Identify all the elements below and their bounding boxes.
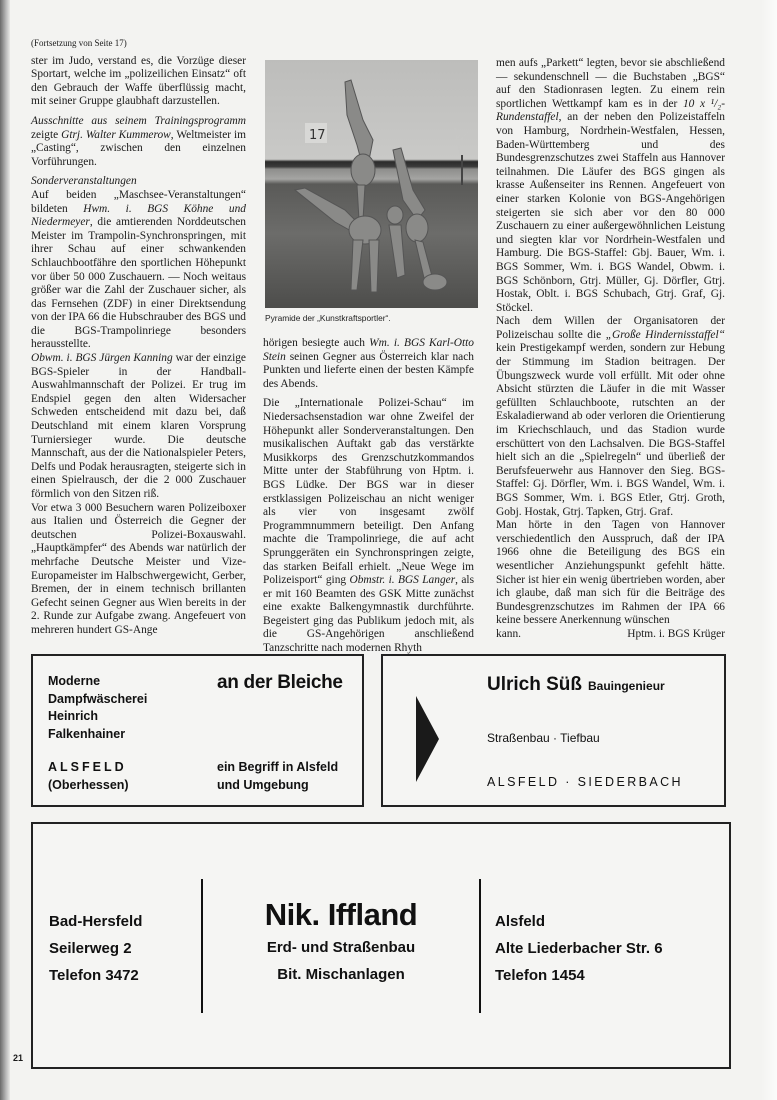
- page-number: 21: [13, 1053, 24, 1063]
- triangle-arrow-icon: [416, 696, 439, 782]
- ad-dampfwaescherei-bleiche: [31, 654, 364, 807]
- paragraph: Ausschnitte aus seinem Trainingsprogramm zeigte Gtrj. Walter Kummerow, Weltmeister im „Casting“, zwischen den einzelnen Vorführungen.: [31, 114, 246, 168]
- paragraph: Obwm. i. BGS Jürgen Kanning war der einzige BGS-Spieler in der Handball-Auswahlmannschaft der Polizei. Er trug im Endspiel gegen den alten Widersacher Schweden entscheidend mit dazu bei, daß Deutschland mit einem klaren Vorsprung Turniersieger wurde. Die deutsche Mannschaft, aus der die Nationalspieler Peters, Delfs und Podak herausragten, steigerte sich in einen Spielrausch, der die 2 000 Zuschauer förmlich von den Sitzen riß.: [31, 352, 246, 500]
- paragraph: hörigen besiegte auch Wm. i. BGS Karl-Otto Stein seinen Gegner aus Österreich klar nach Punkten und lieferte einen der besten Kämpfe des Abends.: [263, 337, 474, 390]
- continuation-note: (Fortsetzung von Seite 17): [31, 38, 127, 48]
- ad-brand-name: Nik. Iffland: [264, 897, 418, 932]
- vertical-divider: [479, 879, 481, 1013]
- ad-address-hersfeld: Bad-Hersfeld Seilerweg 2 Telefon 3472: [49, 913, 143, 984]
- photo-acrobat-pyramid: [265, 60, 478, 308]
- ad-location: ALSFELD · SIEDERBACH: [487, 775, 683, 789]
- author-line: kann. Hptm. i. BGS Krüger: [496, 627, 725, 640]
- paragraph: Auf beiden „Maschsee-Veranstaltungen“ bildeten Hwm. i. BGS Köhne und Niedermeyer, die amtierenden Norddeutschen Meister im Trampolin-Synchronspringen, mit ihrer Schau auf einer schwankenden Schlauchbootfähre den sportlichen Höhepunkt vor über 50 000 Zuschauern. — Noch weitaus größer war die Zahl der Zuschauer sicher, als das Fernsehen (ZDF) in einer Direktsendung von der IPA 66 die Hubschrauber des BGS und die BGS-Trampolinriege besonders herausstellte.: [31, 188, 246, 351]
- paragraph: men aufs „Parkett“ legten, bevor sie abschließend — sekundenschnell — die Buchstaben „BGS“ auf den Stadionrasen legten. Zu einem rein sportlichen Wettkampf kam es in der 10 x ¹/₂-Rundenstaffel, an der neben den Polizeistaffeln von Hamburg, Nordrhein-Westfalen, Hessen, Baden-Württemberg und des Bundesgrenzschutzes zwei Staffeln aus Hannover teilnahmen. Die Läufer des BGS gingen als krasse Außenseiter ins Rennen. Angefeuert von einer starken Kolonie von BGS-Angehörigen steigerten sie sich aber vor den 80 000 Zuschauern zu einer außergewöhnlichen Leistung und siegten klar vor Nordrhein-Westfalen und Hamburg. Die BGS-Staffel: Gbj. Bauer, Wm. i. BGS Sommer, Wm. i. BGS Wandel, Obwm. i. BGS Schönborn, Gtrj. Müller, Gj. Dörfler, Gtrj. Hostak, Oblt. i. BGS Schubach, Gtrj. Graf, Gj. Stöckel.: [496, 57, 725, 314]
- ad-slogan: ein Begriff in Alsfeld und Umgebung: [217, 760, 339, 792]
- ad-address-alsfeld: Alsfeld Alte Liederbacher Str. 6 Telefon 1454: [495, 913, 663, 984]
- ad-location: ALSFELD (Oberhessen): [48, 760, 129, 792]
- paragraph: Man hörte in den Tagen von Hannover verschiedentlich den Ausspruch, daß der IPA 1966 ohne die Beteiligung des BGS ein wesentlicher Anziehungspunkt gefehlt hätte. Sicher ist hier ein wenig übertrieben worden, aber ich glaube, daß man sich für die Beiträge des Bundesgrenzschutzes im Rahmen der IPA 66 keine bessere Anerkennung wünschen: [496, 519, 725, 627]
- ad-nik-iffland: [31, 822, 731, 1069]
- ad-trade: Straßenbau · Tiefbau: [487, 731, 600, 745]
- article-column-2: [263, 337, 474, 656]
- svg-text:17: 17: [309, 128, 326, 143]
- paragraph: Vor etwa 3 000 Besuchern waren Polizeiboxer aus Italien und Österreich die Gegner der deutschen Polizei-Boxauswahl. „Hauptkämpfer“ des Abends war natürlich der mehrfache Deutsche Meister und Vize-Europameister im Halbschwergewicht, Gerber, Bremen, der in einem technisch brillanten Gefecht seinen Gegner aus Wien bereits in der 2. Runde zur Aufgabe zwang. Angefeuert von mehreren hundert GS-Ange: [31, 501, 246, 636]
- photo-caption: Pyramide der „Kunstkraftsportler“.: [265, 313, 391, 323]
- ad-company-lines: Moderne Dampfwäscherei Heinrich Falkenhainer: [48, 674, 148, 741]
- ad-ulrich-suess: [381, 654, 726, 807]
- paragraph: Nach dem Willen der Organisatoren der Polizeischau sollte die „Große Hindernisstaffel“ kein Prestigekampf werden, sondern zur Hebung der Stimmung im Stadion beitragen. Der Übungszweck wurde voll erfüllt. Mit oder ohne Absicht stürzten die Läufer in die mit Wasser gefüllten Schlauchboote, rutschten an der Eskaladierwand ab oder verloren die Orientierung im Kriechschlauch, und das Stadion wurde erschüttert von den Lachsalven. Die BGS-Staffel hielt sich an die „Spielregeln“ und überließ der Berufsfeuerwehr aus Hannover den Sieg. BGS-Staffel: Gj. Dörfler, Wm. i. BGS Wandel, Wm. i. BGS Sommer, Wm. i. BGS Etler, Gtrj. Groth, Gobj. Hostak, Gtrj. Tapken, Gtrj. Graf.: [496, 315, 725, 518]
- page-binding-shadow: [0, 0, 10, 1100]
- ad-brand-name: Ulrich Süß Bauingenieur: [487, 674, 665, 695]
- acrobat-figures-illustration: [265, 60, 478, 308]
- subheading: Sonderveranstaltungen: [31, 175, 137, 188]
- page-edge: [761, 0, 777, 1100]
- ad-brand-block: Nik. Iffland Erd- und Straßenbau Bit. Mischanlagen: [203, 896, 479, 988]
- author-signature: Hptm. i. BGS Krüger: [627, 627, 725, 640]
- article-column-3: [496, 57, 725, 642]
- article-column-1: [31, 37, 246, 638]
- ad-brand-name: an der Bleiche: [217, 672, 343, 693]
- paragraph: ster im Judo, verstand es, die Vorzüge dieser Sportart, welche im „polizeilichen Einsatz“ oft den Gebrauch der Waffe überflüssig macht, mit seiner Gruppe glaubhaft darzustellen.: [31, 54, 246, 108]
- paragraph: Die „Internationale Polizei-Schau“ im Niedersachsenstadion war ohne Zweifel der Höhepunkt aller Sonderveranstaltungen. Den musikalischen Auftakt gab das verstärkte Musikkorps des Grenzschutzkommandos Mitte unter der Stabführung von Hptm. i. BGS Lüdke. Der BGS war in dieser erstklassigen Polizeischau an nicht weniger als vier von insgesamt zwölf Programmnummern beteiligt. Den Anfang machte die Trampolinriege, die auf acht Sprunggeräten ein Synchronspringen zeigte, das starken Beifall erhielt. „Neue Wege im Polizeisport“ ging Obmstr. i. BGS Langer, als er mit 160 Beamten des GSK Mitte zunächst eine exakte Balkengymnastik durchführte. Begeistert ging das Publikum jedoch mit, als die GS-Angehörigen anschließend Tanzschritte nach modernen Rhyth: [263, 397, 475, 655]
